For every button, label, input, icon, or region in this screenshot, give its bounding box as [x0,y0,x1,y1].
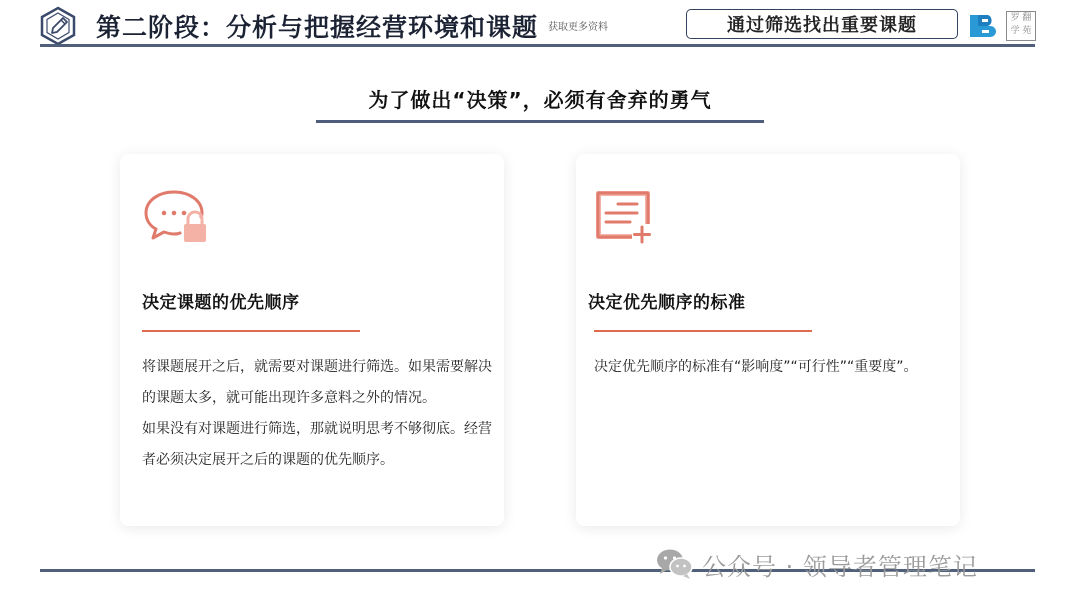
card-title: 决定课题的优先顺序 [142,293,300,313]
wechat-account-text: 公众号 · 领导者管理笔记 [702,552,978,581]
priority-card [120,154,504,526]
card-body [594,352,944,383]
card-paragraph: 如果没有对课题进行筛选，那就说明思考不够彻底。经营者必须决定展开之后的课题的优先顺序。 [142,421,492,468]
header-divider [40,44,1035,47]
wechat-icon [656,548,694,580]
stamp-logo: 罗 翻 学 苑 [1006,11,1036,41]
page-title: 第二阶段：分析与把握经营环境和课题 [96,13,539,42]
pencil-icon [40,6,76,46]
section-badge: 通过筛选找出重要课题 [686,9,958,39]
b-logo [970,12,998,40]
card-paragraph: 决定优先顺序的标准有“影响度”“可行性”“重要度”。 [594,359,918,375]
slide-subtitle: 为了做出“决策”，必须有舍弃的勇气 [368,88,712,112]
list-add-icon [590,186,660,250]
card-title-underline [142,330,360,332]
watermark-text: 获取更多资料 [548,22,608,33]
card-title-underline [594,330,812,332]
card-body [142,352,498,476]
wechat-watermark [656,546,978,582]
card-paragraph: 将课题展开之后，就需要对课题进行筛选。如果需要解决的课题太多，就可能出现许多意料之外的情况。 [142,359,492,406]
criteria-card [576,154,960,526]
subtitle-underline [316,120,764,123]
chat-lock-icon [142,186,212,250]
card-title: 决定优先顺序的标准 [588,293,746,313]
